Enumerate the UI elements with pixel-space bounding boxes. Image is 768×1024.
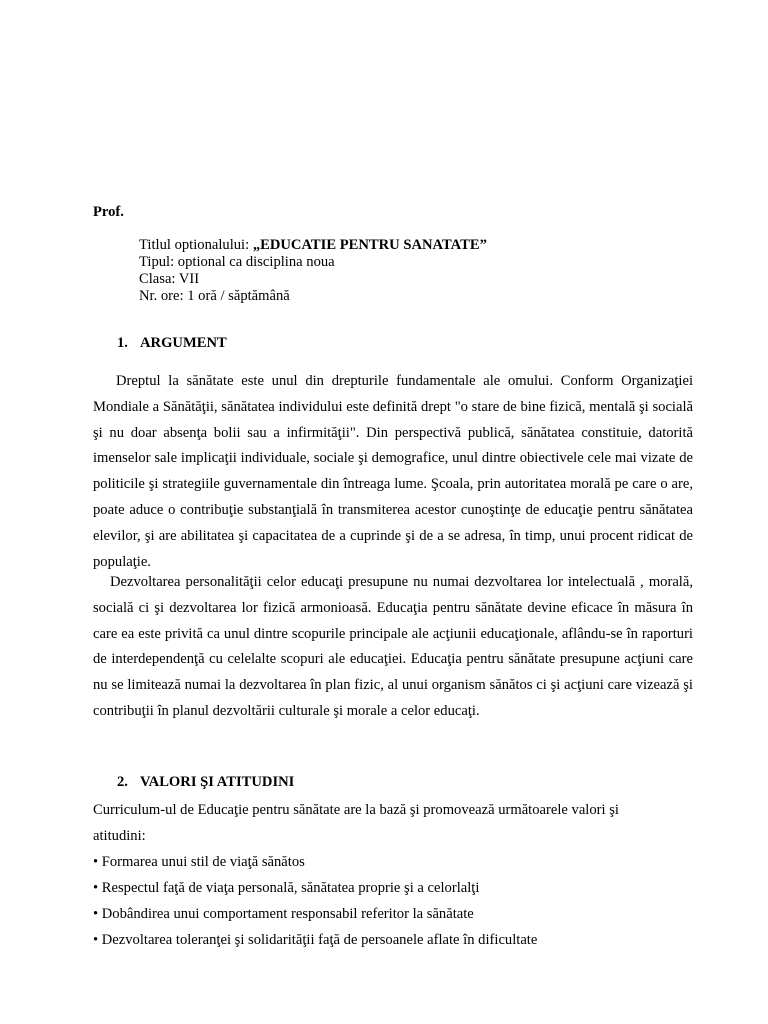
section-title: VALORI ŞI ATITUDINI: [140, 774, 295, 790]
course-type: Tipul: optional ca disciplina noua: [139, 254, 335, 270]
section-heading-values: [117, 774, 294, 791]
list-item: • Dobândirea unui comportament responsabil referitor la sănătate: [93, 906, 474, 922]
argument-paragraph-1: Dreptul la sănătate este unul din drepturile fundamentale ale omului. Conform Organizaţiei Mondiale a Sănătăţii, sănătatea individului este definită drept "o stare de bine fizică, mentală şi socială şi nu doar absenţa bolii sau a infirmităţii". Din perspectivă publică, sănătatea constituie, datorită imenselor sale implicaţii individuale, sociale şi demografice, unul dintre obiectivele cele mai vizate de politicile şi strategiile guvernamentale din întreaga lume. Şcoala, prin autoritatea morală pe care o are, poate aduce o contribuţie substanţială în transmiterea acestor cunoştinţe de educaţie pentru sănătatea elevilor, şi are abilitatea şi capacitatea de a cuprinde şi de a se adresa, în timp, unui procent ridicat de populaţie.: [93, 373, 693, 570]
section-heading-argument: [117, 335, 227, 352]
course-class: Clasa: VII: [139, 271, 200, 287]
list-item: • Formarea unui stil de viaţă sănătos: [93, 854, 305, 870]
course-title-value: „EDUCATIE PENTRU SANATATE”: [252, 237, 487, 253]
course-meta: [139, 237, 487, 305]
values-intro-line: Curriculum-ul de Educaţie pentru sănătate are la bază şi promovează următoarele valori şi: [93, 802, 619, 818]
course-title-label: Titlul optionalului:: [139, 237, 253, 253]
section-title: ARGUMENT: [140, 335, 227, 351]
values-intro-line: atitudini:: [93, 828, 146, 844]
list-item: • Respectul faţă de viaţa personală, sănătatea proprie şi a celorlalţi: [93, 880, 480, 896]
section-number: 1.: [117, 335, 128, 351]
section-number: 2.: [117, 774, 128, 790]
author-label: Prof.: [93, 204, 124, 220]
course-title-line: [139, 237, 487, 254]
values-list: [93, 797, 713, 953]
list-item: • Dezvoltarea toleranţei şi solidarităţii faţă de persoanele aflate în dificultate: [93, 932, 538, 948]
course-hours: Nr. ore: 1 oră / săptămână: [139, 288, 290, 304]
argument-paragraph-2: Dezvoltarea personalităţii celor educaţi presupune nu numai dezvoltarea lor intelectuală , morală, socială ci şi dezvoltarea lor fizică armonioasă. Educaţia pentru sănătate devine eficace în măsura în care ea este privită ca unul dintre scopurile principale ale acţiunii educaţionale, aflându-se în raporturi de interdependenţă cu celelalte scopuri ale educaţiei. Educaţia pentru sănătate presupune acţiuni care nu se limitează numai la dezvoltarea în plan fizic, al unui organism sănătos ci şi acţiuni care vizează şi contribuţii în planul dezvoltării culturale şi morale a celor educaţi.: [93, 574, 693, 719]
